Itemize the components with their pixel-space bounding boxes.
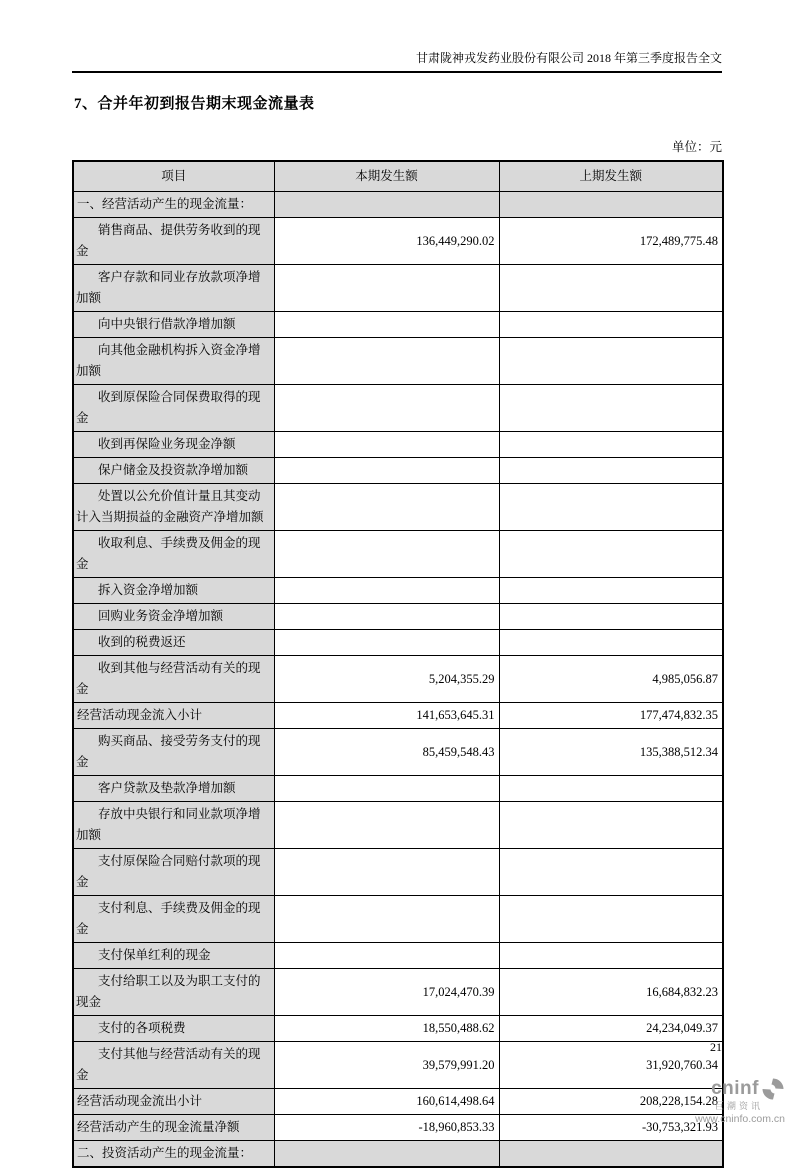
cell-previous: 208,228,154.28 — [499, 1089, 723, 1115]
cell-label: 经营活动现金流出小计 — [73, 1089, 274, 1115]
table-row — [73, 458, 723, 484]
cell-previous — [499, 385, 723, 432]
cell-previous — [499, 338, 723, 385]
cell-current — [274, 943, 499, 969]
cell-label: 经营活动产生的现金流量净额 — [73, 1115, 274, 1141]
cell-previous: 31,920,760.34 — [499, 1042, 723, 1089]
cell-current: 18,550,488.62 — [274, 1016, 499, 1042]
cell-label: 支付的各项税费 — [73, 1016, 274, 1042]
cell-previous — [499, 458, 723, 484]
cell-label: 一、经营活动产生的现金流量： — [73, 192, 274, 218]
cell-current — [274, 312, 499, 338]
cell-label: 支付原保险合同赔付款项的现金 — [73, 849, 274, 896]
table-row — [73, 218, 723, 265]
cell-label: 保户储金及投资款净增加额 — [73, 458, 274, 484]
cell-current: 141,653,645.31 — [274, 703, 499, 729]
table-row — [73, 630, 723, 656]
table-row — [73, 969, 723, 1016]
cell-current: 160,614,498.64 — [274, 1089, 499, 1115]
cell-label: 回购业务资金净增加额 — [73, 604, 274, 630]
cell-current: -18,960,853.33 — [274, 1115, 499, 1141]
table-row — [73, 943, 723, 969]
cell-previous: 16,684,832.23 — [499, 969, 723, 1016]
cell-previous — [499, 630, 723, 656]
cell-previous — [499, 943, 723, 969]
cell-current — [274, 192, 499, 218]
cell-previous: 24,234,049.37 — [499, 1016, 723, 1042]
cell-previous — [499, 849, 723, 896]
cell-current: 5,204,355.29 — [274, 656, 499, 703]
cell-label: 客户贷款及垫款净增加额 — [73, 776, 274, 802]
cell-previous: 172,489,775.48 — [499, 218, 723, 265]
section-row — [73, 1141, 723, 1168]
table-row — [73, 729, 723, 776]
cell-previous — [499, 604, 723, 630]
cell-label: 处置以公允价值计量且其变动计入当期损益的金融资产净增加额 — [73, 484, 274, 531]
cell-label: 经营活动现金流入小计 — [73, 703, 274, 729]
table-row — [73, 338, 723, 385]
cninfo-logo — [695, 1077, 785, 1125]
cell-previous: -30,753,321.93 — [499, 1115, 723, 1141]
table-row — [73, 312, 723, 338]
cell-previous: 135,388,512.34 — [499, 729, 723, 776]
cell-label: 支付其他与经营活动有关的现金 — [73, 1042, 274, 1089]
cell-current: 85,459,548.43 — [274, 729, 499, 776]
cell-current — [274, 338, 499, 385]
table-row — [73, 265, 723, 312]
cninfo-logo-wordmark — [695, 1077, 785, 1101]
cninfo-logo-text: cninf — [711, 1077, 759, 1099]
page-number: 21 — [710, 1040, 722, 1054]
cell-current — [274, 604, 499, 630]
cell-current — [274, 896, 499, 943]
table-row — [73, 1016, 723, 1042]
cell-current — [274, 630, 499, 656]
table-row — [73, 578, 723, 604]
table-row — [73, 432, 723, 458]
running-header: 甘肃陇神戎发药业股份有限公司 2018 年第三季度报告全文 — [72, 50, 722, 73]
cell-current — [274, 802, 499, 849]
cell-current — [274, 1141, 499, 1168]
table-row — [73, 1089, 723, 1115]
cell-label: 存放中央银行和同业款项净增加额 — [73, 802, 274, 849]
cell-label: 向其他金融机构拆入资金净增加额 — [73, 338, 274, 385]
cell-current: 136,449,290.02 — [274, 218, 499, 265]
table-header-row — [73, 161, 723, 192]
cashflow-table — [72, 160, 724, 1168]
cninfo-swirl-icon — [761, 1077, 785, 1101]
table-row — [73, 703, 723, 729]
cell-previous — [499, 312, 723, 338]
cell-previous — [499, 265, 723, 312]
cell-previous: 4,985,056.87 — [499, 656, 723, 703]
cell-label: 拆入资金净增加额 — [73, 578, 274, 604]
cell-current — [274, 849, 499, 896]
table-row — [73, 849, 723, 896]
cashflow-table-body — [73, 192, 723, 1168]
cell-current — [274, 432, 499, 458]
cell-previous — [499, 531, 723, 578]
cell-current — [274, 776, 499, 802]
section-row — [73, 192, 723, 218]
column-header-previous: 上期发生额 — [499, 161, 723, 192]
cninfo-logo-url: www.cninfo.com.cn — [695, 1112, 785, 1125]
cell-previous: 177,474,832.35 — [499, 703, 723, 729]
cell-label: 收到其他与经营活动有关的现金 — [73, 656, 274, 703]
cell-label: 销售商品、提供劳务收到的现金 — [73, 218, 274, 265]
cell-previous — [499, 432, 723, 458]
table-row — [73, 896, 723, 943]
cell-label: 收到再保险业务现金净额 — [73, 432, 274, 458]
cell-current — [274, 484, 499, 531]
cell-label: 向中央银行借款净增加额 — [73, 312, 274, 338]
cell-label: 支付给职工以及为职工支付的现金 — [73, 969, 274, 1016]
column-header-item: 项目 — [73, 161, 274, 192]
cell-current: 39,579,991.20 — [274, 1042, 499, 1089]
section-title: 7、合并年初到报告期末现金流量表 — [74, 96, 315, 112]
cell-label: 收到的税费返还 — [73, 630, 274, 656]
cell-previous — [499, 776, 723, 802]
table-row — [73, 656, 723, 703]
cell-label: 收到原保险合同保费取得的现金 — [73, 385, 274, 432]
cell-label: 购买商品、接受劳务支付的现金 — [73, 729, 274, 776]
cell-label: 收取利息、手续费及佣金的现金 — [73, 531, 274, 578]
table-row — [73, 484, 723, 531]
table-row — [73, 776, 723, 802]
column-header-current: 本期发生额 — [274, 161, 499, 192]
cell-previous — [499, 192, 723, 218]
table-row — [73, 802, 723, 849]
cell-current: 17,024,470.39 — [274, 969, 499, 1016]
table-row — [73, 385, 723, 432]
cell-current — [274, 458, 499, 484]
cninfo-logo-subtitle: 巨潮资讯 — [714, 1101, 763, 1111]
cell-previous — [499, 1141, 723, 1168]
cell-current — [274, 385, 499, 432]
cell-previous — [499, 484, 723, 531]
cell-current — [274, 531, 499, 578]
table-row — [73, 531, 723, 578]
cell-previous — [499, 802, 723, 849]
cell-previous — [499, 896, 723, 943]
cell-current — [274, 265, 499, 312]
table-row — [73, 1115, 723, 1141]
cell-label: 二、投资活动产生的现金流量： — [73, 1141, 274, 1168]
cell-label: 支付利息、手续费及佣金的现金 — [73, 896, 274, 943]
table-row — [73, 604, 723, 630]
cell-previous — [499, 578, 723, 604]
cell-current — [274, 578, 499, 604]
cell-label: 客户存款和同业存放款项净增加额 — [73, 265, 274, 312]
cell-label: 支付保单红利的现金 — [73, 943, 274, 969]
unit-label: 单位：元 — [671, 140, 722, 154]
